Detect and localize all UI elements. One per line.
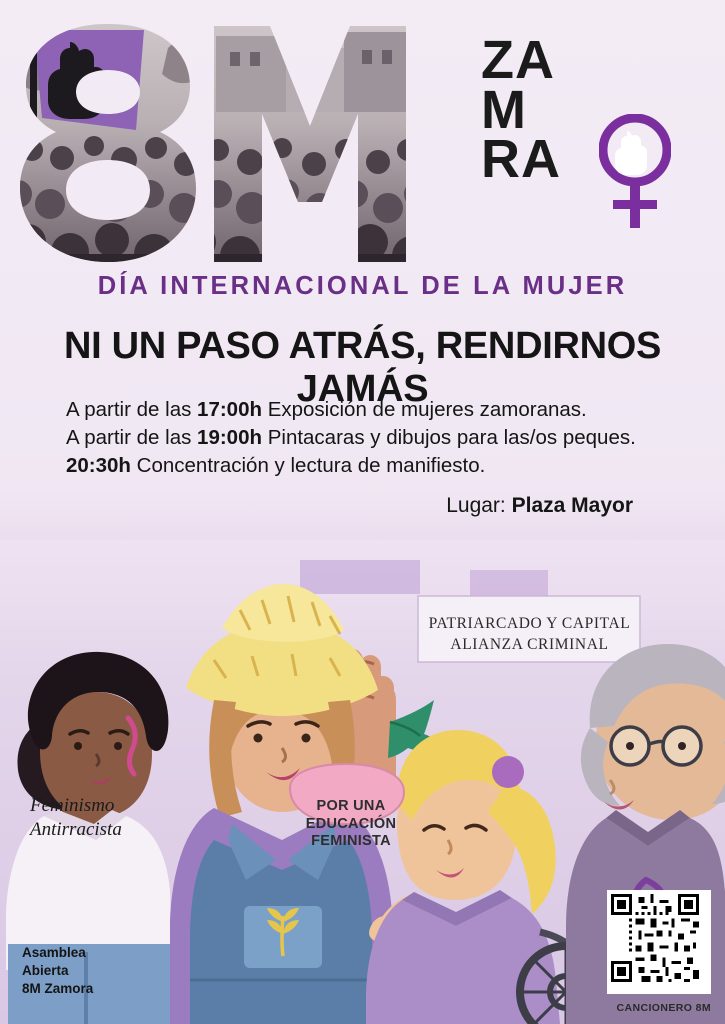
assembly-line-1: Asamblea: [22, 945, 86, 960]
page-subtitle: DÍA INTERNACIONAL DE LA MUJER: [97, 272, 628, 300]
schedule-prefix: A partir de las: [66, 398, 198, 421]
sign-text: [292, 798, 410, 851]
assembly-line-3: 8M Zamora: [22, 980, 94, 996]
banner-text: [422, 614, 637, 656]
banner-line-2: ALIANZA CRIMINAL: [450, 635, 609, 653]
qr-code[interactable]: [607, 890, 711, 994]
qr-code-image[interactable]: [611, 894, 699, 982]
page-title: NI UN PASO ATRÁS, RENDIRNOS JAMÁS: [63, 325, 662, 410]
tshirt-label: [30, 794, 122, 843]
location-label: Lugar:: [446, 494, 512, 517]
schedule-time: 17:00h: [197, 398, 263, 421]
organization-logo: [481, 30, 681, 256]
schedule-description: Pintacaras y dibujos para las/os peques.: [262, 426, 636, 450]
schedule-description: Exposición de mujeres zamoranas.: [262, 398, 587, 421]
schedule-time: 19:00h: [197, 426, 263, 450]
schedule-list: [66, 396, 666, 480]
schedule-description: Concentración y lectura de manifiesto.: [130, 454, 486, 478]
org-line-2: M: [481, 79, 527, 140]
assembly-credit: [22, 944, 93, 998]
schedule-item: [66, 396, 666, 424]
org-line-3: RA: [481, 129, 561, 190]
schedule-item: [66, 452, 666, 480]
qr-caption: CANCIONERO 8M: [616, 1002, 711, 1014]
assembly-line-2: Abierta: [22, 962, 69, 978]
tshirt-label-line-1: Feminismo: [30, 795, 115, 816]
sign-line-2: EDUCACIÓN: [305, 815, 397, 832]
sign-line-1: POR UNA: [316, 798, 386, 814]
logo-8m: [18, 18, 418, 268]
illustration: [0, 540, 725, 1024]
org-line-1: ZA: [481, 30, 555, 90]
schedule-time: 20:30h: [66, 454, 131, 478]
banner-line-1: PATRIARCADO Y CAPITAL: [428, 615, 631, 632]
tshirt-label-line-2: Antirracista: [30, 819, 122, 841]
schedule-prefix: A partir de las: [66, 426, 198, 450]
sign-line-3: FEMINISTA: [311, 833, 391, 850]
location-value: Plaza Mayor: [511, 494, 633, 517]
event-location: [446, 494, 633, 518]
schedule-item: [66, 424, 666, 452]
venus-fist-icon: [599, 114, 671, 234]
